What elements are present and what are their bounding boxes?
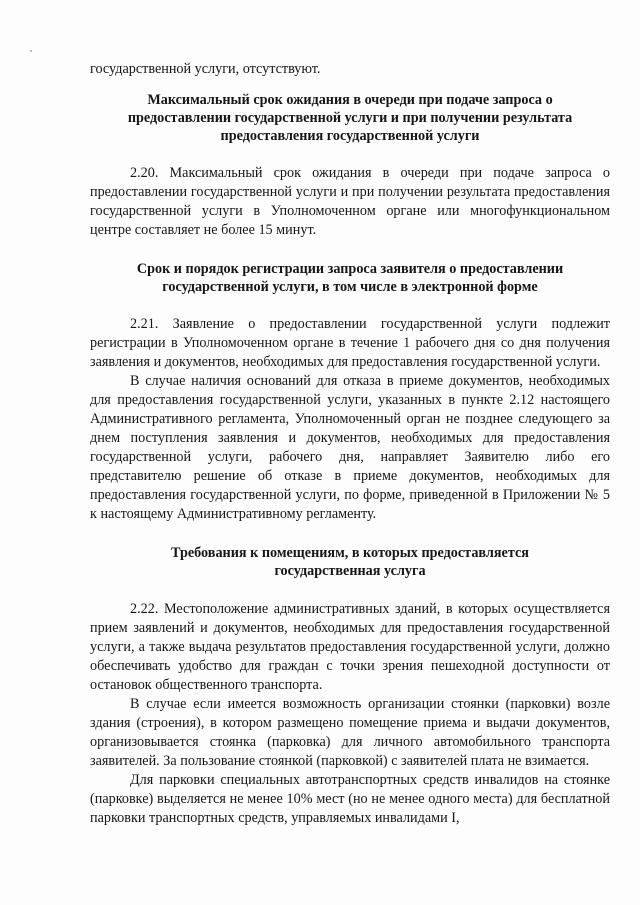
section-heading-registration: Срок и порядок регистрации запроса заявителя о предоставлении государственной услуги, в том числе в электронной форме [136, 261, 564, 295]
section-heading-premises: Требования к помещениям, в которых предоставляется государственная услуга [171, 545, 529, 579]
paragraph-2-22: 2.22. Местоположение административных зданий, в которых осуществляется прием заявлений и документов, необходимых для предоставления государственной услуги, а также выдача результатов предоставления государственной услуги, должно обеспечивать удобство для граждан с точки зрения пешеходной доступности от остановок общественного транспорта. [90, 601, 610, 693]
paragraph-2-20: 2.20. Максимальный срок ожидания в очереди при подаче запроса о предоставлении государственной услуги и при получении результата предоставления государственной услуги в Уполномоченном органе или многофункциональном центре составляет не более 15 минут. [90, 165, 610, 238]
scan-speck [30, 50, 32, 52]
section-heading-waiting-time: Максимальный срок ожидания в очереди при подаче запроса о предоставлении государственной услуги и при получении результата предоставления государственной услуги [127, 92, 573, 144]
document-body [90, 60, 610, 828]
paragraph-refusal: В случае наличия оснований для отказа в приеме документов, необходимых для предоставления государственной услуги, указанных в пункте 2.12 настоящего Административного регламента, Уполномоченный орган не позднее следующего за днем поступления заявления и документов, необходимых для предоставления государственной услуги, рабочего дня, направляет Заявителю либо его представителю решение об отказе в приеме документов, необходимых для предоставления государственной услуги, по форме, приведенной в Приложении № 5 к настоящему Административному регламенту. [90, 373, 610, 522]
paragraph-2-21: 2.21. Заявление о предоставлении государственной услуги подлежит регистрации в Уполномоченном органе в течение 1 рабочего дня со дня получения заявления и документов, необходимых для предоставления государственной услуги. [90, 316, 610, 370]
paragraph-parking: В случае если имеется возможность организации стоянки (парковки) возле здания (строения), в котором размещено помещение приема и выдачи документов, организовывается стоянка (парковка) для личного автомобильного транспорта заявителей. За пользование стоянкой (парковкой) с заявителей плата не взимается. [90, 696, 610, 769]
paragraph-disabled-parking: Для парковки специальных автотранспортных средств инвалидов на стоянке (парковке) выделяется не менее 10% мест (но не менее одного места) для бесплатной парковки транспортных средств, управляемых инвалидами I, [90, 772, 610, 826]
continuation-text: государственной услуги, отсутствуют. [90, 61, 321, 77]
